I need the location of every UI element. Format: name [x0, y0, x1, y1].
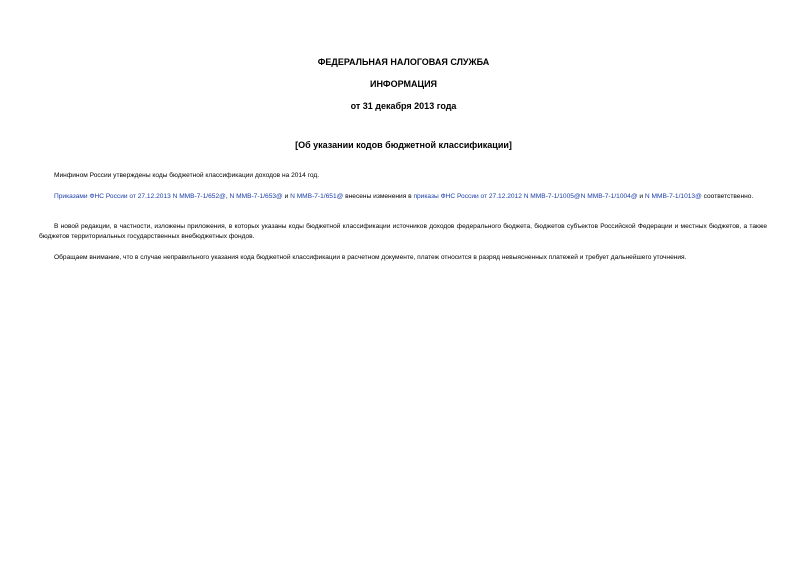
link-order-1005[interactable]: приказы ФНС России от 27.12.2012 N ММВ-7-1/1005@ — [413, 193, 581, 200]
document-title: [Об указании кодов бюджетной классификации] — [295, 140, 512, 150]
link-order-653[interactable]: N ММВ-7-1/653@ — [229, 193, 283, 200]
paragraph-2-text-1: внесены изменения в — [343, 193, 414, 200]
paragraph-1: Минфином России утверждены коды бюджетной классификации доходов на 2014 год. — [54, 172, 320, 179]
paragraph-3: В новой редакции, в частности, изложены приложения, в которых указаны коды бюджетной классификации источников доходов федерального бюджета, бюджетов субъектов Российской Федерации и местных бюджетов, а также бюджетов территориальных государственных внебюджетных фондов. — [39, 223, 767, 240]
separator-3: и — [637, 193, 645, 200]
link-order-652[interactable]: Приказами ФНС России от 27.12.2013 N ММВ-7-1/652@ — [54, 193, 226, 200]
link-order-1004[interactable]: N ММВ-7-1/1004@ — [580, 193, 638, 200]
document-type-heading: ИНФОРМАЦИЯ — [369, 79, 438, 89]
separator-1: , — [225, 193, 230, 200]
organization-heading: ФЕДЕРАЛЬНАЯ НАЛОГОВАЯ СЛУЖБА — [317, 57, 490, 67]
paragraph-2-text-2: соответственно. — [701, 193, 754, 200]
link-order-651[interactable]: N ММВ-7-1/651@ — [290, 193, 344, 200]
separator-2: и — [282, 193, 291, 200]
paragraph-4: Обращаем внимание, что в случае неправильного указания кода бюджетной классификации в расчетном документе, платеж относится в разряд невыясненных платежей и требует дальнейшего уточнения. — [54, 254, 687, 261]
document-date: от 31 декабря 2013 года — [350, 101, 457, 111]
paragraph-2 — [39, 192, 767, 202]
link-order-1013[interactable]: N ММВ-7-1/1013@ — [644, 193, 702, 200]
